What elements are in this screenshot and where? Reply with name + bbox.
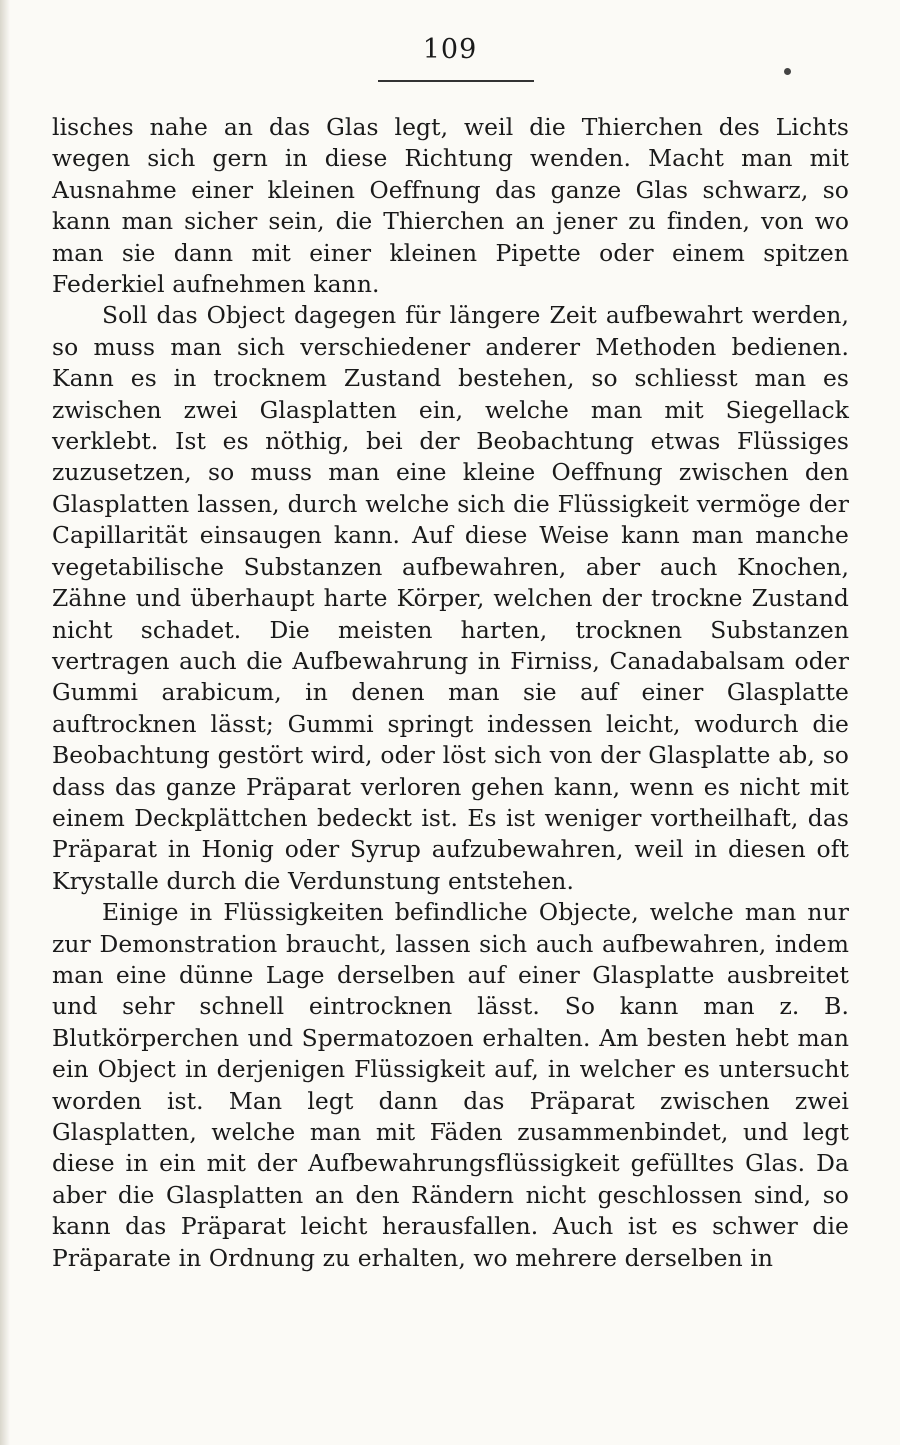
- paragraph-continued: lisches nahe an das Glas legt, weil die Thierchen des Lichts wegen sich gern in diese Richtung wenden. Macht man mit Ausnahme einer kleinen Oeffnung das ganze Glas schwarz, so kann man sicher sein, die Thierchen an jener zu finden, von wo man sie dann mit einer kleinen Pipette oder einem spitzen Federkiel aufnehmen kann.: [52, 113, 849, 299]
- ink-speck: [784, 68, 791, 75]
- header-rule: [378, 80, 534, 82]
- body-text: [52, 112, 849, 1274]
- paragraph-liquid-objects: Einige in Flüssigkeiten befindliche Objecte, welche man nur zur Demonstration braucht, lassen sich auch aufbewahren, indem man eine dünne Lage derselben auf einer Glasplatte ausbreitet und sehr schnell eintrocknen lässt. So kann man z. B. Blutkörperchen und Spermatozoen erhalten. Am besten hebt man ein Object in derjenigen Flüssigkeit auf, in welcher es untersucht worden ist. Man legt dann das Präparat zwischen zwei Glasplatten, welche man mit Fäden zusammenbindet, und legt diese in ein mit der Aufbewahrungsflüssigkeit gefülltes Glas. Da aber die Glasplatten an den Rändern nicht geschlossen sind, so kann das Präparat leicht herausfallen. Auch ist es schwer die Präparate in Ordnung zu erhalten, wo mehrere derselben in: [52, 898, 849, 1272]
- page-edge-shadow: [0, 0, 10, 1445]
- paragraph-preservation-methods: Soll das Object dagegen für längere Zeit aufbewahrt werden, so muss man sich verschiedener anderer Methoden bedienen. Kann es in trocknem Zustand bestehen, so schliesst man es zwischen zwei Glasplatten ein, welche man mit Siegellack verklebt. Ist es nöthig, bei der Beobachtung etwas Flüssiges zuzusetzen, so muss man eine kleine Oeffnung zwischen den Glasplatten lassen, durch welche sich die Flüssigkeit vermöge der Capillarität einsaugen kann. Auf diese Weise kann man manche vegetabilische Substanzen aufbewahren, aber auch Knochen, Zähne und überhaupt harte Körper, welchen der trockne Zustand nicht schadet. Die meisten harten, trocknen Substanzen vertragen auch die Aufbewahrung in Firniss, Canadabalsam oder Gummi arabicum, in denen man sie auf einer Glasplatte auftrocknen lässt; Gummi springt indessen leicht, wodurch die Beobachtung gestört wird, oder löst sich von der Glasplatte ab, so dass das ganze Präparat verloren gehen kann, wenn es nicht mit einem Deckplättchen bedeckt ist. Es ist weniger vortheilhaft, das Präparat in Honig oder Syrup aufzubewahren, weil in diesen oft Krystalle durch die Verdunstung entstehen.: [52, 301, 849, 895]
- page-number: 109: [422, 34, 478, 65]
